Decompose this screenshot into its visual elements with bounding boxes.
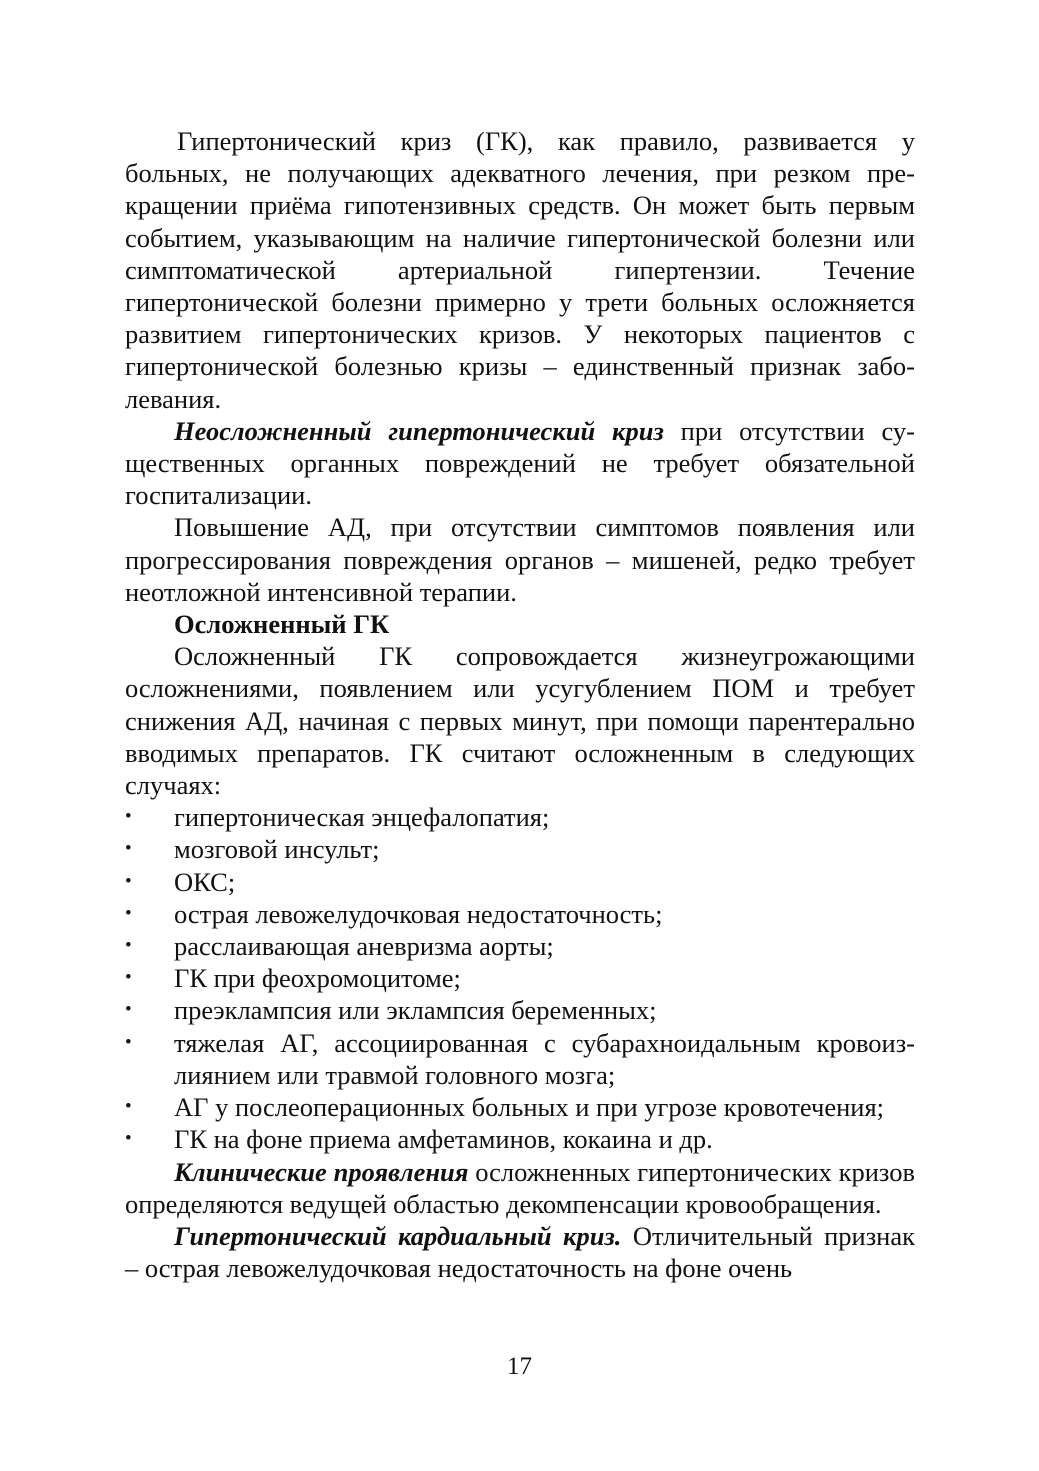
list-item: • расслаивающая аневризма аорты;: [125, 930, 915, 962]
list-item: • ОКС;: [125, 866, 915, 898]
list-item: • острая левожелудочковая недостаточность;: [125, 898, 915, 930]
cardiac-crisis-paragraph: [125, 1220, 915, 1284]
uncomplicated-crisis-paragraph: [125, 415, 915, 512]
clinical-manifestations-term: Клинические проявления: [174, 1156, 469, 1187]
uncomplicated-crisis-term: Неосложненный гипертонический криз: [174, 415, 664, 446]
clinical-manifestations-text: осложненных гипертонических кризов определяются ведущей областью декомпенсации кровообращения.: [125, 1156, 915, 1219]
list-item: • тяжелая АГ, ассоциированная с субарахноидальным кровоизлиянием или травмой головного мозга;: [125, 1027, 915, 1091]
list-item: • ГК на фоне приема амфетаминов, кокаина и др.: [125, 1123, 915, 1155]
list-item: • гипертоническая энцефалопатия;: [125, 801, 915, 833]
list-item: • АГ у послеоперационных больных и при угрозе кровотечения;: [125, 1091, 915, 1123]
complicated-crisis-paragraph: Осложненный ГК сопровождается жизнеугрожающими осложнениями, появлением или усугублением ПОМ и требует снижения АД, начиная с первых минут, при помощи парентерально вводимых препаратов. ГК считают осложненным в следующих случаях:: [125, 641, 915, 801]
list-item: • ГК при феохромоцитоме;: [125, 962, 915, 994]
complications-list: [125, 801, 915, 1155]
complicated-crisis-heading: Осложненный ГК: [174, 609, 390, 640]
cardiac-crisis-text: Отличительный признак – острая левожелудочковая недостаточность на фоне очень: [125, 1220, 915, 1284]
uncomplicated-crisis-text: при отсутствии существенных органных повреждений не требует обязательной госпитализации.: [125, 415, 915, 511]
intro-paragraph: Гипертонический криз (ГК), как правило, развивается у больных, не получающих адекватного лечения, при резком прекращении приёма гипотензивных средств. Он может быть первым событием, указывающим на наличие гипертонической болезни или симптоматической артериальной гипертензии. Течение гипертонической болезни примерно у трети больных осложняется развитием гипертонических кризов. У некоторых пациентов с гипертонической болезнью кризы – единственный признак заболевания.: [125, 126, 915, 414]
clinical-manifestations-paragraph: [125, 1156, 915, 1220]
list-item: • преэклампсия или эклампсия беременных;: [125, 994, 915, 1026]
cardiac-crisis-term: Гипертонический кардиальный криз.: [174, 1220, 622, 1251]
list-item: • мозговой инсульт;: [125, 833, 915, 865]
page-body: [125, 125, 915, 1284]
page-number: 17: [507, 1353, 532, 1380]
bp-increase-paragraph: Повышение АД, при отсутствии симптомов появления или прогрессирования повреждения органов – мишеней, редко требует неотложной интенсивной терапии.: [125, 512, 915, 607]
